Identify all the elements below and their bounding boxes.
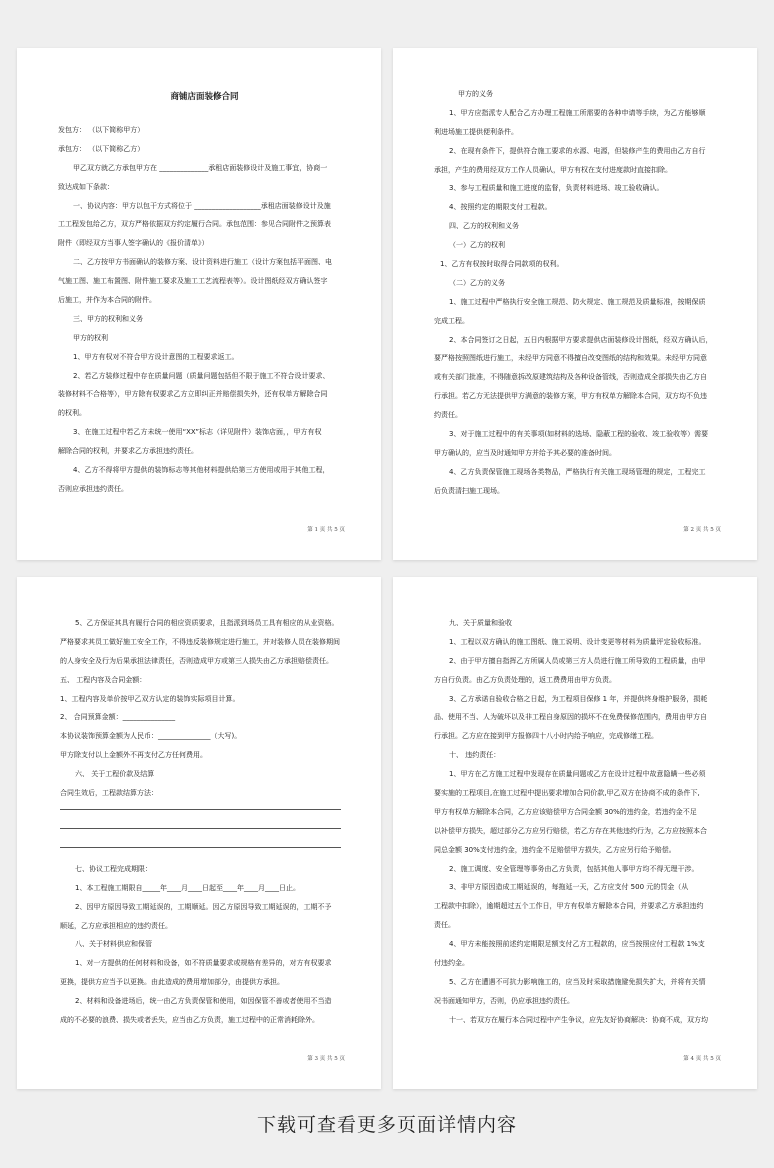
text-line: 4、乙方不得将甲方提供的装饰标志等其他材料提供给第三方使用或用于其他工程， bbox=[73, 466, 330, 475]
document-page-4 bbox=[393, 577, 757, 1089]
text-line: 1、本工程施工期限自_____年____月____日起至____年____月____日止。 bbox=[75, 883, 300, 892]
text-line: 甲方有权单方解除本合同，乙方应该赔偿甲方合同金额 30%的违约金，若违约金不足 bbox=[434, 807, 697, 816]
contract-title: 商铺店面装修合同 bbox=[170, 92, 239, 102]
document-page-2 bbox=[393, 48, 757, 560]
text-line: 严格要求其员工做好施工安全工作，不得违反装修规定进行施工，并对装修人员在装修期间 bbox=[60, 637, 340, 646]
section-heading: 四、乙方的权利和义务 bbox=[449, 222, 519, 231]
text-line: 承包方： （以下简称乙方） bbox=[58, 144, 145, 153]
text-line: 4、按照约定的期限支付工程款。 bbox=[449, 203, 552, 212]
text-line: 责任。 bbox=[434, 921, 455, 930]
subsection-heading: 甲方的权利 bbox=[73, 333, 108, 342]
text-line: 承担，产生的费用经双方工作人员确认，甲方有权在支付进度款时直接扣除。 bbox=[434, 165, 672, 174]
download-more-prompt: 下载可查看更多页面详情内容 bbox=[256, 1114, 517, 1136]
text-line: 付违约金。 bbox=[434, 959, 469, 968]
text-line: 同总金额 30%支付违约金，违约金不足赔偿甲方损失，乙方应另行给予赔偿。 bbox=[434, 845, 676, 854]
page-4-content bbox=[434, 619, 727, 1035]
text-line: 行承担。乙方应在接到甲方报修四十八小时内给予响应，完成修缮工程。 bbox=[434, 732, 658, 741]
text-line: 甲乙双方就乙方承包甲方在 ______________承租店面装修设计及施工事宜，协商一 bbox=[73, 163, 328, 172]
text-line: 2、若乙方装修过程中存在质量问题（质量问题包括但不限于施工不符合设计要求、 bbox=[73, 371, 330, 380]
text-line: 以补偿甲方损失，超过部分乙方应另行赔偿，若乙方存在其他违约行为，乙方应按照本合 bbox=[434, 826, 707, 835]
text-line: 4、乙方负责保管施工现场各类物品，严格执行有关施工现场管理的规定，工程完工 bbox=[449, 467, 706, 476]
text-line: 否则应承担违约责任。 bbox=[58, 484, 128, 493]
page-number: 第 1 页 共 5 页 bbox=[307, 527, 345, 533]
subsection-heading: 甲方的义务 bbox=[458, 90, 493, 98]
section-heading: 六、 关于工程价款及结算 bbox=[75, 770, 155, 779]
text-line: 要实施的工程项目,在施工过程中提出要求增加合同价款,甲乙双方在协商不成的条件下, bbox=[434, 789, 700, 798]
blank-line bbox=[60, 827, 341, 829]
text-line: 或有关部门批准，不得随意拆改原建筑结构及各种设备管线，否则造成全部损失由乙方自 bbox=[434, 373, 707, 382]
text-line: 1、施工过程中严格执行安全施工规范、防火规定、施工规范及质量标准，按期保质 bbox=[449, 297, 706, 306]
text-line: 发包方： （以下简称甲方） bbox=[58, 126, 145, 134]
text-line: 况书面通知甲方，否则，仍应承担违约责任。 bbox=[434, 996, 574, 1005]
text-line: 利进场施工提供便利条件。 bbox=[434, 127, 518, 136]
text-line: 1、甲方在乙方施工过程中发现存在质量问题或乙方在设计过程中故意隐瞒一些必须 bbox=[449, 770, 706, 779]
text-line: 3、参与工程质量和施工进度的监督，负责材料进场、竣工验收确认。 bbox=[449, 184, 664, 193]
text-line: 3、在施工过程中若乙方未统一使用“XX”标志（详见附件）装饰店面，，甲方有权 bbox=[73, 428, 322, 437]
text-line: 甲方确认的，应当及时通知甲方并给予其必要的准备时间。 bbox=[434, 448, 616, 457]
text-line: 本协议装饰预算金额为人民币：_______________（大写)。 bbox=[60, 732, 242, 741]
subsection-heading: （二）乙方的义务 bbox=[449, 278, 505, 287]
text-line: 工程款中扣除），逾期超过五个工作日，甲方有权单方解除本合同，并要求乙方承担违约 bbox=[434, 902, 704, 911]
text-line: 附件（即经双方当事人签字确认的《报价清单》） bbox=[58, 239, 209, 248]
text-line: 2、在现有条件下，提供符合施工要求的水源、电源，但装修产生的费用由乙方自行 bbox=[449, 146, 706, 155]
page-1-content bbox=[58, 78, 351, 504]
section-heading: 九、关于质量和验收 bbox=[449, 619, 512, 627]
text-line: 合同生效后，工程款结算方法： bbox=[60, 789, 158, 798]
text-line: 2、材料和设备进场后，统一由乙方负责保管和使用，如因保管不善或者使用不当造 bbox=[75, 997, 332, 1006]
text-line: 品、使用不当、人为破坏以及非工程自身原因的损坏不在免费保修范围内，费用由甲方自 bbox=[434, 713, 707, 722]
text-line: 约责任。 bbox=[434, 411, 462, 420]
section-heading: 三、甲方的权利和义务 bbox=[73, 314, 143, 323]
text-line: 后施工，并作为本合同的附件。 bbox=[58, 296, 156, 305]
text-line: 更换，提供方应当予以更换。由此造成的费用增加部分，由提供方承担。 bbox=[60, 978, 284, 987]
text-line: 要严格按照图纸进行施工，未经甲方同意不得擅自改变图纸的结构和效果。未经甲方同意 bbox=[434, 354, 707, 363]
text-line: 2、因甲方原因导致工期延误的，工期顺延。因乙方原因导致工期延误的，工期不予 bbox=[75, 902, 332, 911]
text-line: 行承担。若乙方无法提供甲方满意的装修方案，甲方有权单方解除本合同，双方均不负违 bbox=[434, 392, 707, 401]
text-line: 5、乙方保证其具有履行合同的相应资质要求，且指派到场员工具有相应的从业资格。 bbox=[75, 619, 339, 627]
text-line: 3、乙方承诺自验收合格之日起，为工程项目保修 1 年，并提供终身维护服务，损耗 bbox=[449, 694, 708, 703]
blank-line bbox=[60, 846, 341, 848]
text-line: 二、乙方按甲方书面确认的装修方案、设计资料进行施工（设计方案包括平面图、电 bbox=[73, 258, 332, 267]
subsection-heading: （一）乙方的权利 bbox=[449, 241, 505, 250]
text-line: 工工程发包给乙方，双方严格依据双方约定履行合同。承包范围：参见合同附件之预算表 bbox=[58, 220, 331, 229]
text-line: 4、甲方未能按照前述约定期限足额支付乙方工程款的，应当按照应付工程款 1%支 bbox=[449, 940, 705, 949]
text-line: 十一、若双方在履行本合同过程中产生争议，应先友好协商解决：协商不成，双方均 bbox=[449, 1015, 708, 1024]
section-heading: 五、 工程内容及合同金额： bbox=[60, 675, 147, 684]
section-heading: 八、关于材料供应和保管 bbox=[75, 940, 152, 949]
text-line: 2、 合同预算金额：_______________ bbox=[60, 713, 176, 722]
text-line: 后负责清扫施工现场。 bbox=[434, 486, 504, 495]
text-line: 装修材料不合格等），甲方除有权要求乙方立即纠正并赔偿损失外，还有权单方解除合同 bbox=[58, 390, 328, 399]
text-line: 方自行负责。由乙方负责处理的，返工费费用由甲方负责。 bbox=[434, 675, 616, 684]
text-line: 3、非甲方原因造成工期延误的，每拖延一天，乙方应支付 500 元的罚金（从 bbox=[449, 883, 689, 892]
page-number: 第 4 页 共 5 页 bbox=[683, 1056, 721, 1062]
page-number: 第 2 页 共 5 页 bbox=[683, 527, 721, 533]
text-line: 2、施工调度、安全管理等事务由乙方负责，包括其他人事甲方均不得无理干涉。 bbox=[449, 864, 699, 873]
text-line: 2、本合同签订之日起，五日内根据甲方要求提供店面装修设计图纸，经双方确认后， bbox=[449, 335, 713, 344]
document-page-3 bbox=[17, 577, 381, 1089]
page-number: 第 3 页 共 5 页 bbox=[307, 1056, 345, 1062]
text-line: 致达成如下条款： bbox=[58, 182, 114, 191]
text-line: 1、工程内容及单价按甲乙双方认定的装饰实际项目计算。 bbox=[60, 694, 240, 703]
section-heading: 十、 违约责任： bbox=[449, 751, 501, 760]
text-line: 5、乙方在遭遇不可抗力影响施工的，应当及时采取措施避免损失扩大，并将有关情 bbox=[449, 977, 706, 986]
text-line: 一、协议内容：甲方以包干方式将位于 ___________________承租店面装修设计及施 bbox=[73, 201, 331, 210]
blank-line bbox=[60, 808, 341, 810]
text-line: 完成工程。 bbox=[434, 316, 469, 325]
text-line: 1、对一方提供的任何材料和设备，如不符质量要求或规格有差异的，对方有权要求 bbox=[75, 959, 332, 968]
page-3-content bbox=[60, 619, 341, 1035]
text-line: 1、乙方有权按时取得合同款项的权利。 bbox=[440, 260, 564, 269]
page-2-content bbox=[434, 90, 727, 506]
text-line: 1、甲方有权对不符合甲方设计意图的工程要求返工。 bbox=[73, 352, 239, 361]
document-page-1 bbox=[17, 48, 381, 560]
text-line: 气施工图、施工布置图、附件施工要求及施工工艺流程表等）。设计图纸经双方确认签字 bbox=[58, 277, 328, 286]
text-line: 1、甲方应指派专人配合乙方办理工程施工所需要的各种申请等手续，为乙方能够顺 bbox=[449, 108, 706, 117]
text-line: 顺延，乙方应承担相应的违约责任。 bbox=[60, 921, 172, 930]
text-line: 3、对于施工过程中的有关事项(如材料的选场、隐蔽工程的验收、竣工验收等）需要 bbox=[449, 430, 709, 439]
text-line: 的权利。 bbox=[58, 409, 86, 418]
text-line: 1、工程以双方确认的施工图纸、施工说明、设计变更等材料为质量评定验收标准。 bbox=[449, 637, 706, 646]
text-line: 解除合同的权利，并要求乙方承担违约责任。 bbox=[58, 447, 198, 456]
text-line: 的人身安全及行为后果承担法律责任，否则造成甲方或第三人损失由乙方承担赔偿责任。 bbox=[60, 656, 333, 665]
section-heading: 七、协议工程完成期限： bbox=[75, 864, 152, 873]
text-line: 甲方除支付以上金额外不再支付乙方任何费用。 bbox=[60, 751, 207, 760]
text-line: 2、由于甲方擅自指挥乙方所属人员或第三方人员进行施工所导致的工程质量，由甲 bbox=[449, 656, 706, 665]
text-line: 成的不必要的浪费、损失或者丢失，应当由乙方负责，施工过程中的正常消耗除外。 bbox=[60, 1016, 319, 1025]
